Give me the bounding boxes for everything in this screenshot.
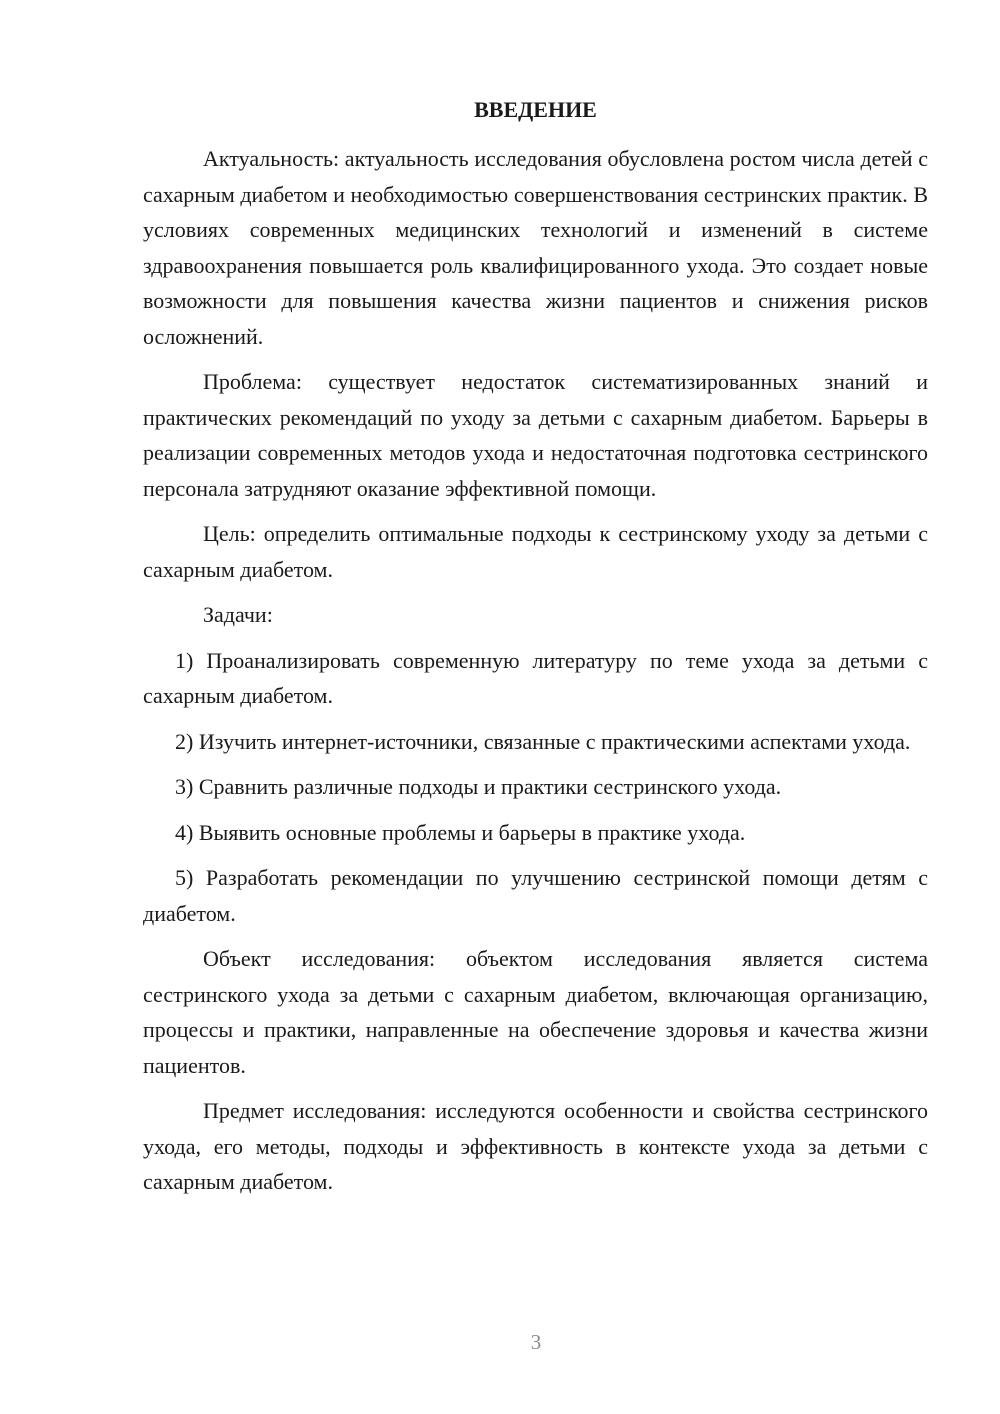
document-body <box>143 92 928 1210</box>
task-item: 2) Изучить интернет-источники, связанные с практическими аспектами ухода. <box>175 728 911 754</box>
tasks-list <box>143 643 928 932</box>
subject-paragraph: Предмет исследования: исследуются особенности и свойства сестринского ухода, его методы, подходы и эффективность в контексте ухода за детьми с сахарным диабетом. <box>143 1098 928 1194</box>
section-title: ВВЕДЕНИЕ <box>474 97 597 122</box>
task-item: 3) Сравнить различные подходы и практики сестринского ухода. <box>175 774 782 799</box>
page-number: 3 <box>530 1330 542 1354</box>
goal-paragraph: Цель: определить оптимальные подходы к сестринскому уходу за детьми с сахарным диабетом. <box>143 521 928 582</box>
actuality-paragraph: Актуальность: актуальность исследования обусловлена ростом числа детей с сахарным диабетом и необходимостью совершенствования сестринских практик. В условиях современных медицинских технологий и изменений в системе здравоохранения повышается роль квалифицированного ухода. Это создает новые возможности для повышения качества жизни пациентов и снижения рисков осложнений. <box>143 146 928 349</box>
object-paragraph: Объект исследования: объектом исследования является система сестринского ухода за детьми с сахарным диабетом, включающая организацию, процессы и практики, направленные на обеспечение здоровья и качества жизни пациентов. <box>143 946 928 1078</box>
tasks-label: Задачи: <box>203 602 273 627</box>
task-item: 5) Разработать рекомендации по улучшению сестринской помощи детям с диабетом. <box>143 865 928 926</box>
problem-paragraph: Проблема: существует недостаток систематизированных знаний и практических рекомендаций по уходу за детьми с сахарным диабетом. Барьеры в реализации современных методов ухода и недостаточная подготовка сестринского персонала затрудняют оказание эффективной помощи. <box>143 369 928 501</box>
task-item: 4) Выявить основные проблемы и барьеры в практике ухода. <box>175 819 746 845</box>
task-item: 1) Проанализировать современную литературу по теме ухода за детьми с сахарным диабетом. <box>143 647 928 708</box>
